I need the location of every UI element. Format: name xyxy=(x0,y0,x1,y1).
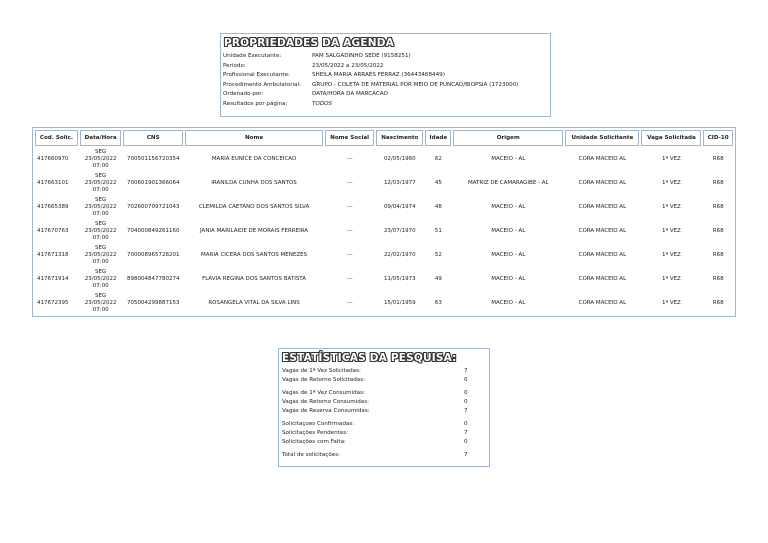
cell-origem: MACEIO - AL xyxy=(491,227,526,234)
table-row xyxy=(35,268,733,290)
col-header-nascimento: Nascimento xyxy=(376,130,423,146)
property-label: Resultados por página: xyxy=(223,100,288,107)
cell-unidade-solicitante: CORA MACEIO AL xyxy=(578,227,627,234)
cell-nome: JANIA MARILAIDE DE MORAIS FERREIRA xyxy=(200,227,309,234)
statistic-row xyxy=(282,407,486,416)
col-header-vaga-solicitada: Vaga Solicitada xyxy=(641,130,701,146)
cell-idade: 52 xyxy=(434,251,442,258)
cell-data-hora-date: 23/05/2022 xyxy=(84,203,117,210)
col-header-cid10: CID-10 xyxy=(703,130,733,146)
statistic-label: Vagas de Reserva Consumidas: xyxy=(282,408,370,414)
cell-idade: 45 xyxy=(434,179,442,186)
cell-origem: MACEIO - AL xyxy=(491,251,526,258)
statistic-label: Vagas de 1ª Vez Consumidas: xyxy=(282,390,365,396)
table-header-row xyxy=(35,130,733,146)
appointments-table xyxy=(32,127,736,317)
statistic-row xyxy=(282,451,486,460)
cell-vaga-solicitada: 1ª VEZ xyxy=(661,155,681,162)
cell-idade: 63 xyxy=(434,299,442,306)
cell-cns: 700008965728201 xyxy=(126,251,180,258)
cell-cns: 705004299887153 xyxy=(126,299,180,306)
cell-data-hora-day: SEG xyxy=(95,220,107,227)
cell-origem: MACEIO - AL xyxy=(491,203,526,210)
property-value: PAM SALGADINHO SEDE (9158251) xyxy=(312,53,411,59)
statistic-value: 0 xyxy=(464,439,468,445)
statistic-label: Vagas de Retorno Solicitadas: xyxy=(282,377,366,383)
cell-data-hora-day: SEG xyxy=(95,244,107,251)
property-value: TODOS xyxy=(312,100,333,107)
statistic-row xyxy=(282,376,486,385)
property-label: Procedimento Ambulatorial: xyxy=(223,81,302,88)
agenda-properties-panel xyxy=(220,33,551,117)
property-label: Unidade Executante: xyxy=(223,53,282,59)
statistic-row xyxy=(282,389,486,398)
property-value: 23/05/2022 a 23/05/2022 xyxy=(312,62,384,69)
cell-cid10: R68 xyxy=(712,227,724,234)
cell-nome: MARIA EUNICE DA CONCEICAO xyxy=(211,155,297,162)
cell-data-hora-day: SEG xyxy=(95,292,107,299)
property-label: Período: xyxy=(223,62,246,69)
cell-data-hora xyxy=(80,268,122,290)
cell-nome-social: --- xyxy=(346,203,353,210)
cell-data-hora-day: SEG xyxy=(95,148,107,155)
property-row xyxy=(223,100,550,110)
col-header-cns: CNS xyxy=(123,130,183,146)
cell-cid10: R68 xyxy=(712,179,724,186)
cell-cns: 702600709721043 xyxy=(126,203,180,210)
property-row xyxy=(223,81,550,91)
cell-cid10: R68 xyxy=(712,299,724,306)
cell-data-hora xyxy=(80,220,122,242)
col-header-nome: Nome xyxy=(185,130,323,146)
col-header-cod-solic: Cod. Solic. xyxy=(35,130,78,146)
cell-data-hora-time: 07:00 xyxy=(92,258,109,265)
cell-nome: MARIA CICERA DOS SANTOS MENEZES xyxy=(200,251,308,258)
col-header-nome-social: Nome Social xyxy=(325,130,374,146)
cell-nome: IRANILDA CUNHA DOS SANTOS xyxy=(211,179,297,186)
cell-data-hora xyxy=(80,172,122,194)
statistic-row xyxy=(282,420,486,429)
cell-cod-solic: 417665389 xyxy=(37,203,69,210)
property-value: SHEILA MARIA ARRAES FERRAZ (36443468449) xyxy=(312,72,445,78)
col-header-origem: Origem xyxy=(453,130,563,146)
col-header-data-hora: Data/Hora xyxy=(80,130,122,146)
cell-unidade-solicitante: CORA MACEIO AL xyxy=(578,155,627,162)
cell-origem: MACEIO - AL xyxy=(491,155,526,162)
statistic-label: Solicitações com Falta: xyxy=(282,439,346,445)
cell-cid10: R68 xyxy=(712,275,724,282)
cell-nascimento: 09/04/1974 xyxy=(383,203,416,210)
property-value: GRUPO - COLETA DE MATERIAL POR MEIO DE PUNCAO/BIOPSIA (1723000) xyxy=(312,81,519,88)
cell-data-hora-time: 07:00 xyxy=(92,210,109,217)
cell-unidade-solicitante: CORA MACEIO AL xyxy=(578,299,627,306)
table-body xyxy=(35,148,733,314)
cell-data-hora-date: 23/05/2022 xyxy=(84,227,117,234)
cell-cod-solic: 417671914 xyxy=(37,275,69,282)
property-row xyxy=(223,90,550,100)
statistic-row xyxy=(282,429,486,438)
cell-cid10: R68 xyxy=(712,203,724,210)
cell-nome-social: --- xyxy=(346,299,353,306)
cell-nome: ROSANGELA VITAL DA SILVA LINS xyxy=(208,299,300,306)
cell-cod-solic: 417672395 xyxy=(37,299,69,306)
cell-nome-social: --- xyxy=(346,275,353,282)
cell-cns: 704000849261160 xyxy=(126,227,180,234)
cell-origem: MATRIZ DE CAMARAGIBE - AL xyxy=(467,179,549,186)
col-header-idade: Idade xyxy=(425,130,451,146)
table-row xyxy=(35,220,733,242)
statistic-value: 7 xyxy=(464,452,468,458)
statistic-value: 7 xyxy=(464,368,468,374)
cell-nascimento: 23/07/1970 xyxy=(383,227,416,234)
cell-unidade-solicitante: CORA MACEIO AL xyxy=(578,251,627,258)
property-value: DATA/HORA DA MARCACAO xyxy=(312,91,388,97)
cell-idade: 48 xyxy=(434,203,442,210)
statistic-value: 0 xyxy=(464,399,468,405)
cell-data-hora-time: 07:00 xyxy=(92,282,109,289)
cell-data-hora xyxy=(80,244,122,266)
cell-data-hora-day: SEG xyxy=(95,196,107,203)
table-row xyxy=(35,244,733,266)
table-row xyxy=(35,148,733,170)
statistic-value: 7 xyxy=(464,408,468,414)
cell-unidade-solicitante: CORA MACEIO AL xyxy=(578,203,627,210)
cell-nascimento: 12/03/1977 xyxy=(383,179,416,186)
cell-vaga-solicitada: 1ª VEZ xyxy=(661,299,681,306)
cell-nome: CLEMILDA CAETANO DOS SANTOS SILVA xyxy=(198,203,310,210)
statistic-value: 7 xyxy=(464,430,468,436)
cell-cns: 898004847780274 xyxy=(126,275,180,282)
statistic-label: Vagas de 1ª Vez Solicitadas: xyxy=(282,368,361,374)
cell-data-hora-date: 23/05/2022 xyxy=(84,299,117,306)
statistic-row xyxy=(282,367,486,376)
cell-vaga-solicitada: 1ª VEZ xyxy=(661,179,681,186)
cell-nascimento: 22/02/1970 xyxy=(383,251,416,258)
table-row xyxy=(35,172,733,194)
cell-data-hora xyxy=(80,148,122,170)
cell-origem: MACEIO - AL xyxy=(491,299,526,306)
agenda-properties-title: PROPRIEDADES DA AGENDA xyxy=(224,37,394,49)
cell-unidade-solicitante: CORA MACEIO AL xyxy=(578,275,627,282)
statistic-row xyxy=(282,398,486,407)
cell-nome-social: --- xyxy=(346,251,353,258)
cell-vaga-solicitada: 1ª VEZ xyxy=(661,251,681,258)
search-statistics-panel xyxy=(278,348,490,467)
statistics-title: ESTATÍSTICAS DA PESQUISA: xyxy=(282,352,457,364)
statistic-row xyxy=(282,438,486,447)
cell-nome-social: --- xyxy=(346,227,353,234)
property-row xyxy=(223,71,550,81)
cell-vaga-solicitada: 1ª VEZ xyxy=(661,203,681,210)
cell-idade: 51 xyxy=(434,227,442,234)
cell-cod-solic: 417660970 xyxy=(37,155,69,162)
cell-data-hora-date: 23/05/2022 xyxy=(84,155,117,162)
col-header-unidade-solicitante: Unidade Solicitante xyxy=(565,130,639,146)
cell-data-hora-date: 23/05/2022 xyxy=(84,251,117,258)
table-row xyxy=(35,292,733,314)
property-row xyxy=(223,52,550,62)
statistic-value: 0 xyxy=(464,390,468,396)
cell-data-hora-time: 07:00 xyxy=(92,186,109,193)
property-row xyxy=(223,62,550,72)
cell-cid10: R68 xyxy=(712,251,724,258)
statistics-list xyxy=(282,367,486,460)
statistic-label: Vagas de Retorno Consumidas: xyxy=(282,399,370,405)
cell-idade: 49 xyxy=(434,275,442,282)
statistic-value: 0 xyxy=(464,377,468,383)
property-label: Profissional Executante: xyxy=(223,72,290,78)
cell-data-hora-time: 07:00 xyxy=(92,306,109,313)
cell-nome: FLAVIA REGINA DOS SANTOS BATISTA xyxy=(202,275,307,282)
cell-origem: MACEIO - AL xyxy=(491,275,526,282)
cell-data-hora xyxy=(80,196,122,218)
cell-data-hora-time: 07:00 xyxy=(92,234,109,241)
cell-vaga-solicitada: 1ª VEZ xyxy=(661,275,681,282)
cell-data-hora-date: 23/05/2022 xyxy=(84,179,117,186)
cell-nome-social: --- xyxy=(346,155,353,162)
cell-cns: 700601901366064 xyxy=(126,179,180,186)
cell-cns: 700501156720354 xyxy=(126,155,180,162)
cell-nascimento: 15/01/1959 xyxy=(383,299,416,306)
cell-data-hora-date: 23/05/2022 xyxy=(84,275,117,282)
statistic-label: Solicitaçoes Confirmadas: xyxy=(282,421,355,427)
cell-data-hora-day: SEG xyxy=(95,268,107,275)
cell-data-hora-time: 07:00 xyxy=(92,162,109,169)
property-label: Ordenado por: xyxy=(223,91,264,97)
cell-cod-solic: 417663101 xyxy=(37,179,69,186)
properties-list xyxy=(223,52,550,109)
table-row xyxy=(35,196,733,218)
cell-vaga-solicitada: 1ª VEZ xyxy=(661,227,681,234)
cell-idade: 62 xyxy=(434,155,442,162)
cell-data-hora-day: SEG xyxy=(95,172,107,179)
cell-data-hora xyxy=(80,292,122,314)
cell-nome-social: --- xyxy=(346,179,353,186)
cell-cod-solic: 417670763 xyxy=(37,227,69,234)
cell-nascimento: 02/05/1960 xyxy=(383,155,416,162)
statistic-value: 0 xyxy=(464,421,468,427)
cell-unidade-solicitante: CORA MACEIO AL xyxy=(578,179,627,186)
statistic-label: Solicitações Pendentes: xyxy=(282,430,349,436)
cell-cod-solic: 417671318 xyxy=(37,251,69,258)
statistic-label: Total de solicitações: xyxy=(282,452,341,458)
cell-nascimento: 11/05/1973 xyxy=(383,275,416,282)
cell-cid10: R68 xyxy=(712,155,724,162)
